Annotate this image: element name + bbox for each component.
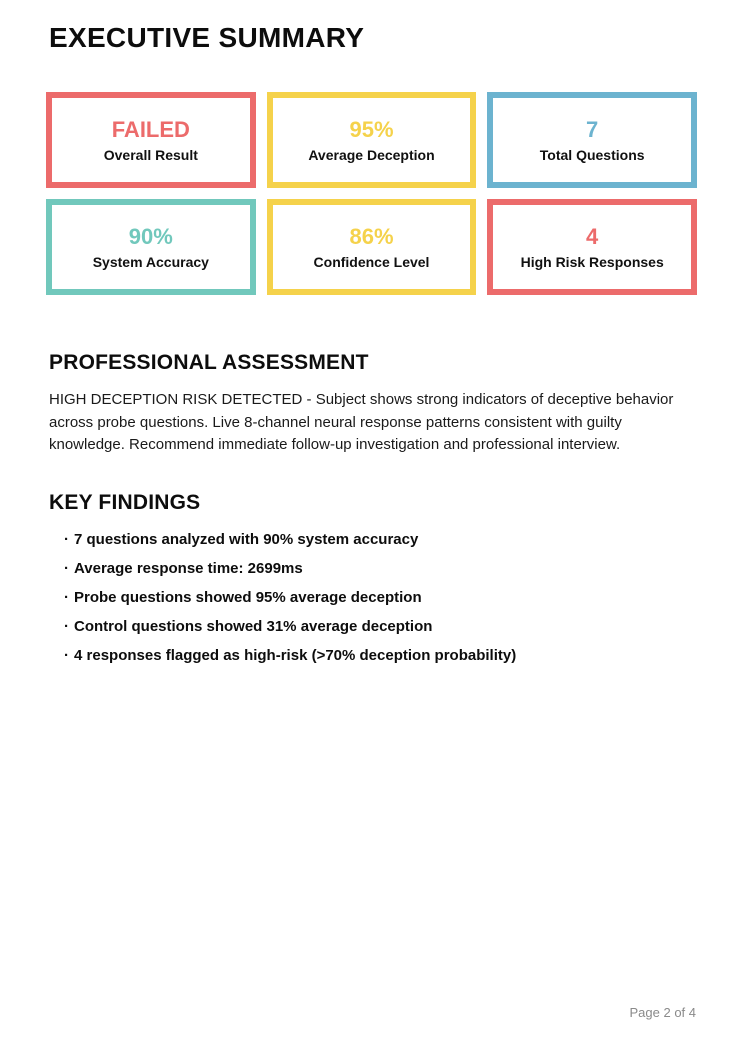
metric-label-confidence-level: Confidence Level bbox=[313, 253, 430, 270]
metric-label-overall-result: Overall Result bbox=[103, 146, 198, 163]
professional-assessment-heading: PROFESSIONAL ASSESSMENT bbox=[49, 351, 369, 375]
finding-item-probe-deception: · Probe questions showed 95% average deception bbox=[64, 589, 697, 607]
metric-card-overall-result bbox=[46, 92, 256, 188]
metric-value-system-accuracy: 90% bbox=[128, 223, 173, 249]
page-number: Page 2 of 4 bbox=[629, 1005, 696, 1020]
metric-value-high-risk-responses: 4 bbox=[586, 223, 599, 249]
metric-card-high-risk-responses bbox=[487, 199, 697, 295]
metric-card-confidence-level bbox=[267, 199, 477, 295]
finding-item-accuracy: · 7 questions analyzed with 90% system accuracy bbox=[64, 531, 697, 549]
metric-label-system-accuracy: System Accuracy bbox=[92, 253, 209, 270]
finding-item-control-deception: · Control questions showed 31% average deception bbox=[64, 618, 697, 636]
metric-value-average-deception: 95% bbox=[349, 116, 394, 142]
finding-item-response-time: · Average response time: 2699ms bbox=[64, 560, 697, 578]
page-title: EXECUTIVE SUMMARY bbox=[49, 22, 365, 53]
metric-card-system-accuracy bbox=[46, 199, 256, 295]
metric-value-confidence-level: 86% bbox=[349, 223, 394, 249]
metrics-grid bbox=[46, 92, 697, 295]
metric-label-average-deception: Average Deception bbox=[308, 146, 435, 163]
metric-card-total-questions bbox=[487, 92, 697, 188]
metric-card-average-deception bbox=[267, 92, 477, 188]
key-findings-section bbox=[46, 491, 697, 665]
finding-item-high-risk-flags: · 4 responses flagged as high-risk (>70% deception probability) bbox=[64, 647, 697, 665]
metric-label-high-risk-responses: High Risk Responses bbox=[520, 253, 664, 270]
key-findings-list bbox=[64, 531, 697, 665]
metric-value-overall-result: FAILED bbox=[111, 116, 190, 142]
key-findings-heading: KEY FINDINGS bbox=[49, 490, 201, 514]
metric-value-total-questions: 7 bbox=[586, 116, 599, 142]
metric-label-total-questions: Total Questions bbox=[539, 146, 645, 163]
professional-assessment-section bbox=[46, 351, 697, 457]
professional-assessment-body: HIGH DECEPTION RISK DETECTED - Subject shows strong indicators of deceptive behavior across probe questions. Live 8-channel neural response patterns consistent with guilty knowledge. Recommend immediate follow-up investigation and professional interview. bbox=[49, 391, 674, 454]
